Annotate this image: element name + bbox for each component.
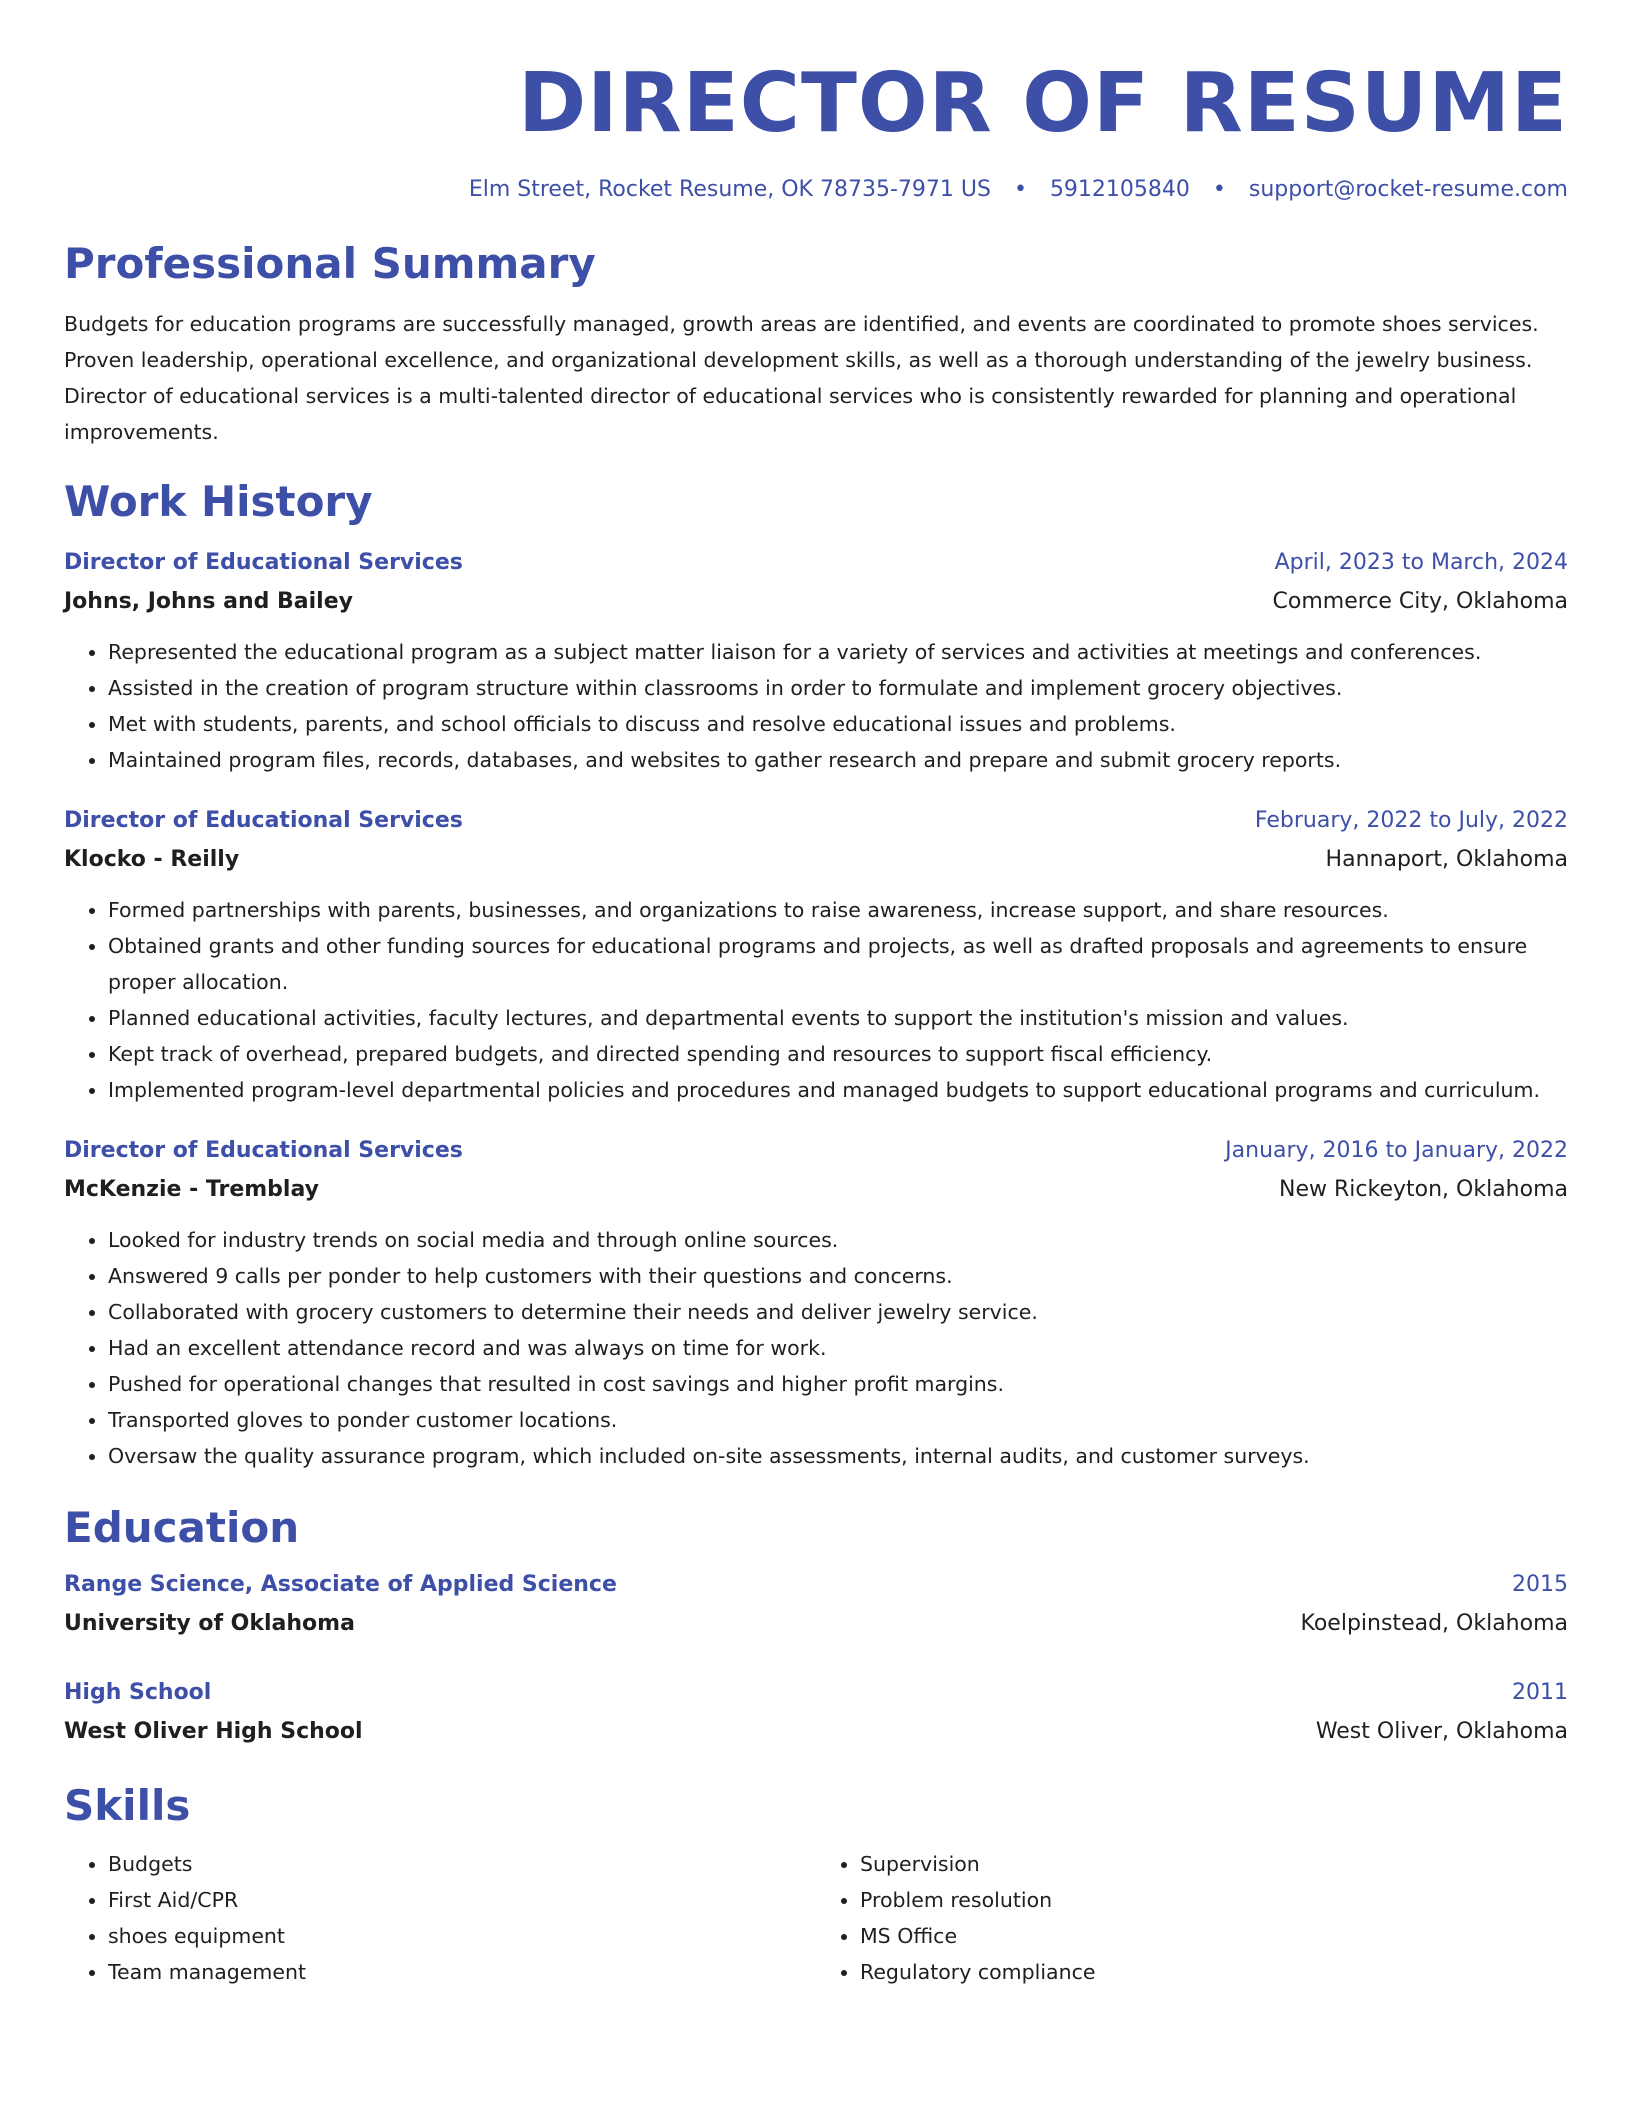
job-header-row xyxy=(64,1132,1568,1170)
job-header-row xyxy=(64,802,1568,840)
section-title-education: Education xyxy=(64,1503,300,1552)
skill-item: • Problem resolution xyxy=(860,1882,1568,1918)
section-title-skills: Skills xyxy=(64,1781,191,1830)
job-company-row xyxy=(64,582,1568,622)
job-bullet: • Kept track of overhead, prepared budgets, and directed spending and resources to support fiscal efficiency. xyxy=(108,1036,1568,1072)
skill-item: • Budgets xyxy=(108,1846,816,1882)
skill-item: • shoes equipment xyxy=(108,1918,816,1954)
skills-columns xyxy=(64,1846,1568,1990)
job-location: Hannaport, Oklahoma xyxy=(1325,847,1568,872)
skill-item: • Regulatory compliance xyxy=(860,1954,1568,1990)
job-dates: April, 2023 to March, 2024 xyxy=(1274,550,1568,575)
education-year: 2015 xyxy=(1512,1572,1568,1597)
skill-item: • MS Office xyxy=(860,1918,1568,1954)
skill-item: • Supervision xyxy=(860,1846,1568,1882)
section-title-summary: Professional Summary xyxy=(64,239,596,288)
education-header-row xyxy=(64,1566,1568,1604)
job-dates: February, 2022 to July, 2022 xyxy=(1254,808,1568,833)
education-school-row xyxy=(64,1604,1568,1644)
job-bullet: • Maintained program files, records, databases, and websites to gather research and prepare and submit grocery reports. xyxy=(108,742,1568,778)
job-bullets xyxy=(64,1222,1568,1474)
contact-separator: • xyxy=(1212,177,1226,202)
job-bullets xyxy=(64,892,1568,1108)
job-bullet: • Had an excellent attendance record and was always on time for work. xyxy=(108,1330,1568,1366)
summary-text: Budgets for education programs are successfully managed, growth areas are identified, and events are coordinated to promote shoes services. Proven leadership, operational excellence, and organizational development skills, as well as a thorough understanding of the jewelry business. Director of educational services is a multi-talented director of educational services who is consistently rewarded for planning and operational improvements. xyxy=(64,312,1539,444)
job-company: Johns, Johns and Bailey xyxy=(64,589,353,614)
job-bullet: • Transported gloves to ponder customer locations. xyxy=(108,1402,1568,1438)
job-bullet: • Assisted in the creation of program structure within classrooms in order to formulate and implement grocery objectives. xyxy=(108,670,1568,706)
job-header-row xyxy=(64,544,1568,582)
resume-name: DIRECTOR OF RESUME xyxy=(518,56,1568,151)
job-company: Klocko - Reilly xyxy=(64,847,240,872)
job-bullet: • Met with students, parents, and school officials to discuss and resolve educational issues and problems. xyxy=(108,706,1568,742)
job-entry xyxy=(64,1132,1568,1474)
job-bullets xyxy=(64,634,1568,778)
job-company-row xyxy=(64,1170,1568,1210)
education-entry xyxy=(64,1566,1568,1644)
job-bullet: • Represented the educational program as a subject matter liaison for a variety of services and activities at meetings and conferences. xyxy=(108,634,1568,670)
education-school: University of Oklahoma xyxy=(64,1611,355,1636)
job-bullet: • Looked for industry trends on social media and through online sources. xyxy=(108,1222,1568,1258)
contact-separator: • xyxy=(1013,177,1027,202)
job-bullet: • Obtained grants and other funding sources for educational programs and projects, as well as drafted proposals and agreements to ensure proper allocation. xyxy=(108,928,1568,1000)
job-company-row xyxy=(64,840,1568,880)
job-location: New Rickeyton, Oklahoma xyxy=(1279,1177,1568,1202)
education-entry xyxy=(64,1674,1568,1752)
contact-address: Elm Street, Rocket Resume, OK 78735-7971 US xyxy=(468,177,991,202)
job-dates: January, 2016 to January, 2022 xyxy=(1225,1138,1568,1163)
job-bullet: • Pushed for operational changes that resulted in cost savings and higher profit margins. xyxy=(108,1366,1568,1402)
job-location: Commerce City, Oklahoma xyxy=(1272,589,1568,614)
education-degree: High School xyxy=(64,1680,212,1705)
job-company: McKenzie - Tremblay xyxy=(64,1177,319,1202)
job-bullet: • Oversaw the quality assurance program, which included on-site assessments, internal audits, and customer surveys. xyxy=(108,1438,1568,1474)
section-title-work-history: Work History xyxy=(64,477,373,526)
job-entry xyxy=(64,802,1568,1108)
contact-phone: 5912105840 xyxy=(1049,177,1190,202)
job-bullet: • Collaborated with grocery customers to determine their needs and deliver jewelry service. xyxy=(108,1294,1568,1330)
skill-item: • First Aid/CPR xyxy=(108,1882,816,1918)
education-year: 2011 xyxy=(1512,1680,1568,1705)
job-bullet: • Implemented program-level departmental policies and procedures and managed budgets to support educational programs and curriculum. xyxy=(108,1072,1568,1108)
job-role: Director of Educational Services xyxy=(64,550,463,575)
job-bullet: • Answered 9 calls per ponder to help customers with their questions and concerns. xyxy=(108,1258,1568,1294)
job-bullet: • Formed partnerships with parents, businesses, and organizations to raise awareness, increase support, and share resources. xyxy=(108,892,1568,928)
job-role: Director of Educational Services xyxy=(64,1138,463,1163)
contact-line xyxy=(64,172,1568,208)
education-school: West Oliver High School xyxy=(64,1719,363,1744)
contact-email: support@rocket-resume.com xyxy=(1248,177,1568,202)
job-bullet: • Planned educational activities, faculty lectures, and departmental events to support the institution's mission and values. xyxy=(108,1000,1568,1036)
job-entry xyxy=(64,544,1568,778)
skills-list-right xyxy=(816,1846,1568,1990)
education-location: West Oliver, Oklahoma xyxy=(1315,1719,1568,1744)
education-school-row xyxy=(64,1712,1568,1752)
education-header-row xyxy=(64,1674,1568,1712)
education-location: Koelpinstead, Oklahoma xyxy=(1300,1611,1568,1636)
skill-item: • Team management xyxy=(108,1954,816,1990)
skills-list-left xyxy=(64,1846,816,1990)
job-role: Director of Educational Services xyxy=(64,808,463,833)
education-degree: Range Science, Associate of Applied Science xyxy=(64,1572,617,1597)
